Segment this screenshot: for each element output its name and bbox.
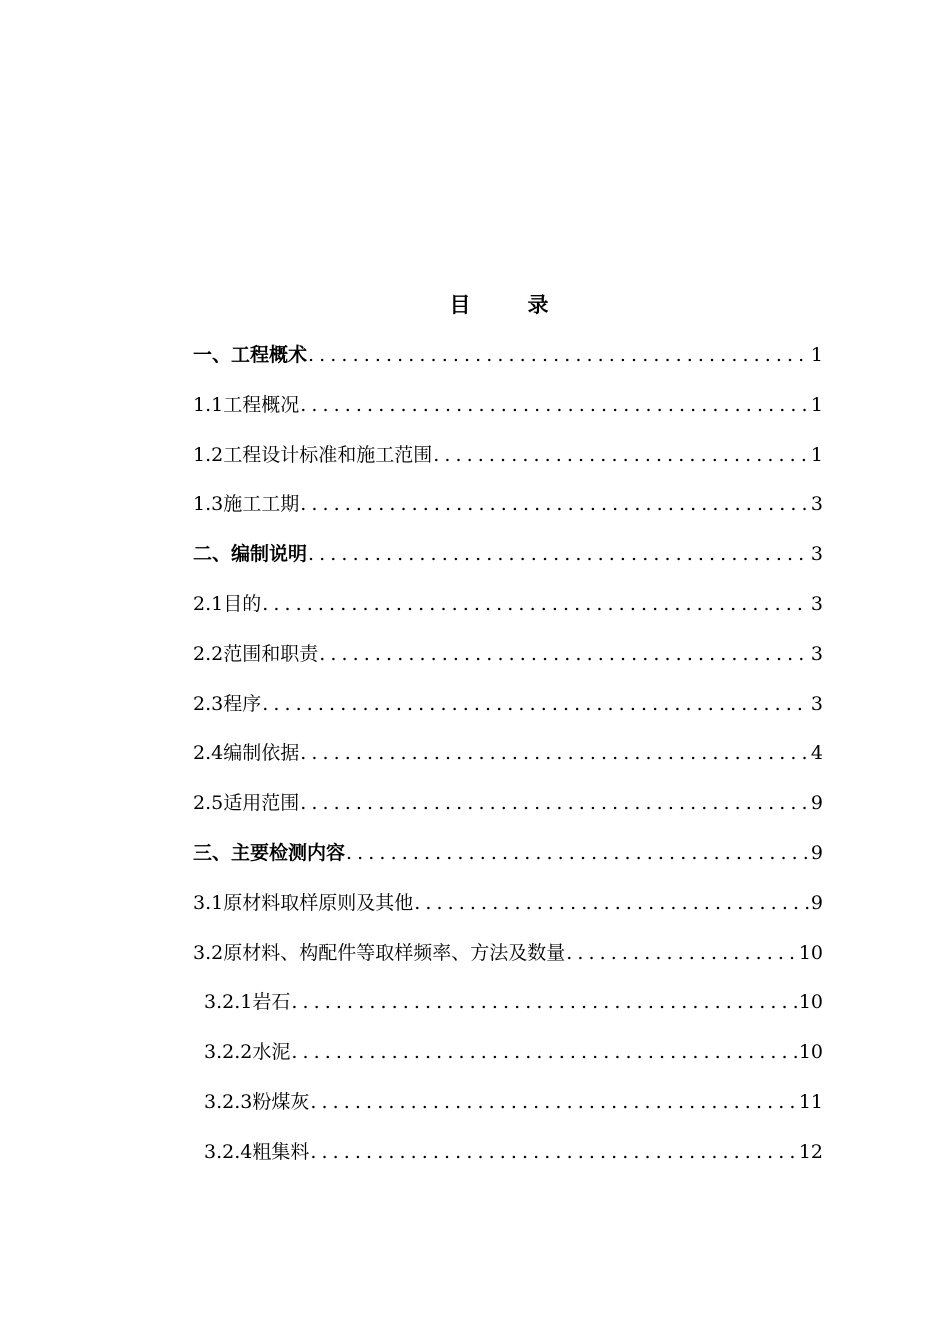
toc-leader-dots	[300, 788, 809, 818]
toc-entry-page-number: 12	[798, 1140, 823, 1163]
toc-entry[interactable]	[193, 639, 823, 689]
toc-entry-page-number: 10	[798, 991, 823, 1014]
toc-entry-label: 2.5适用范围	[193, 792, 300, 815]
toc-entry-label: 3.2原材料、构配件等取样频率、方法及数量	[193, 941, 566, 964]
toc-leader-dots	[319, 639, 809, 669]
toc-entry[interactable]	[193, 938, 823, 988]
toc-leader-dots	[291, 1037, 796, 1067]
toc-leader-dots	[262, 589, 809, 619]
toc-entry[interactable]	[193, 1087, 823, 1137]
toc-entry[interactable]	[193, 440, 823, 490]
toc-entry-label: 1.3施工工期	[193, 493, 300, 516]
toc-entry[interactable]	[193, 489, 823, 539]
toc-leader-dots	[414, 888, 809, 918]
toc-entry-label: 2.4编制依据	[193, 742, 300, 765]
toc-leader-dots	[310, 1137, 796, 1167]
table-of-contents	[193, 340, 823, 1187]
toc-entry-label: 2.2范围和职责	[193, 642, 319, 665]
toc-entry[interactable]	[193, 888, 823, 938]
toc-entry-label: 二、编制说明	[193, 543, 308, 566]
toc-entry[interactable]	[193, 1137, 823, 1187]
toc-leader-dots	[291, 987, 796, 1017]
toc-entry-page-number: 1	[810, 393, 823, 416]
toc-leader-dots	[433, 440, 809, 470]
toc-entry-page-number: 3	[810, 493, 823, 516]
toc-entry[interactable]	[193, 788, 823, 838]
toc-entry-label: 1.1工程概况	[193, 393, 300, 416]
toc-entry[interactable]	[193, 689, 823, 739]
toc-entry-page-number: 9	[810, 792, 823, 815]
toc-entry-label: 3.2.3粉煤灰	[204, 1090, 310, 1113]
toc-entry-page-number: 3	[810, 543, 823, 566]
toc-entry-label: 一、工程概术	[193, 344, 308, 366]
toc-title: 目 录	[449, 293, 567, 317]
toc-entry[interactable]	[193, 340, 823, 390]
toc-entry-label: 三、主要检测内容	[193, 841, 346, 864]
toc-entry-page-number: 10	[798, 941, 823, 964]
toc-entry-page-number: 1	[810, 344, 823, 366]
toc-entry[interactable]	[193, 539, 823, 589]
toc-leader-dots	[308, 340, 809, 370]
toc-leader-dots	[300, 390, 809, 420]
toc-leader-dots	[300, 738, 809, 768]
toc-entry-label: 3.2.2水泥	[204, 1041, 291, 1064]
toc-entry-label: 3.2.1岩石	[204, 991, 291, 1014]
toc-entry[interactable]	[193, 589, 823, 639]
toc-entry-page-number: 9	[810, 891, 823, 914]
toc-entry-label: 1.2工程设计标准和施工范围	[193, 443, 433, 466]
toc-entry-page-number: 3	[810, 642, 823, 665]
toc-entry-label: 3.2.4粗集料	[204, 1140, 310, 1163]
toc-entry-page-number: 10	[798, 1041, 823, 1064]
toc-entry-page-number: 11	[798, 1090, 823, 1113]
toc-entry-page-number: 1	[810, 443, 823, 466]
toc-entry-label: 2.1目的	[193, 592, 262, 615]
toc-entry[interactable]	[193, 987, 823, 1037]
toc-leader-dots	[262, 689, 809, 719]
toc-leader-dots	[300, 489, 809, 519]
toc-entry-label: 3.1原材料取样原则及其他	[193, 891, 414, 914]
toc-leader-dots	[566, 938, 797, 968]
toc-leader-dots	[310, 1087, 796, 1117]
toc-leader-dots	[308, 539, 809, 569]
toc-entry[interactable]	[193, 390, 823, 440]
toc-entry-page-number: 9	[810, 841, 823, 864]
toc-entry-label: 2.3程序	[193, 692, 262, 715]
toc-entry-page-number: 3	[810, 692, 823, 715]
toc-entry[interactable]	[193, 738, 823, 788]
toc-entry[interactable]	[193, 838, 823, 888]
toc-entry[interactable]	[193, 1037, 823, 1087]
toc-entry-page-number: 4	[810, 742, 823, 765]
toc-entry-page-number: 3	[810, 592, 823, 615]
toc-leader-dots	[346, 838, 809, 868]
